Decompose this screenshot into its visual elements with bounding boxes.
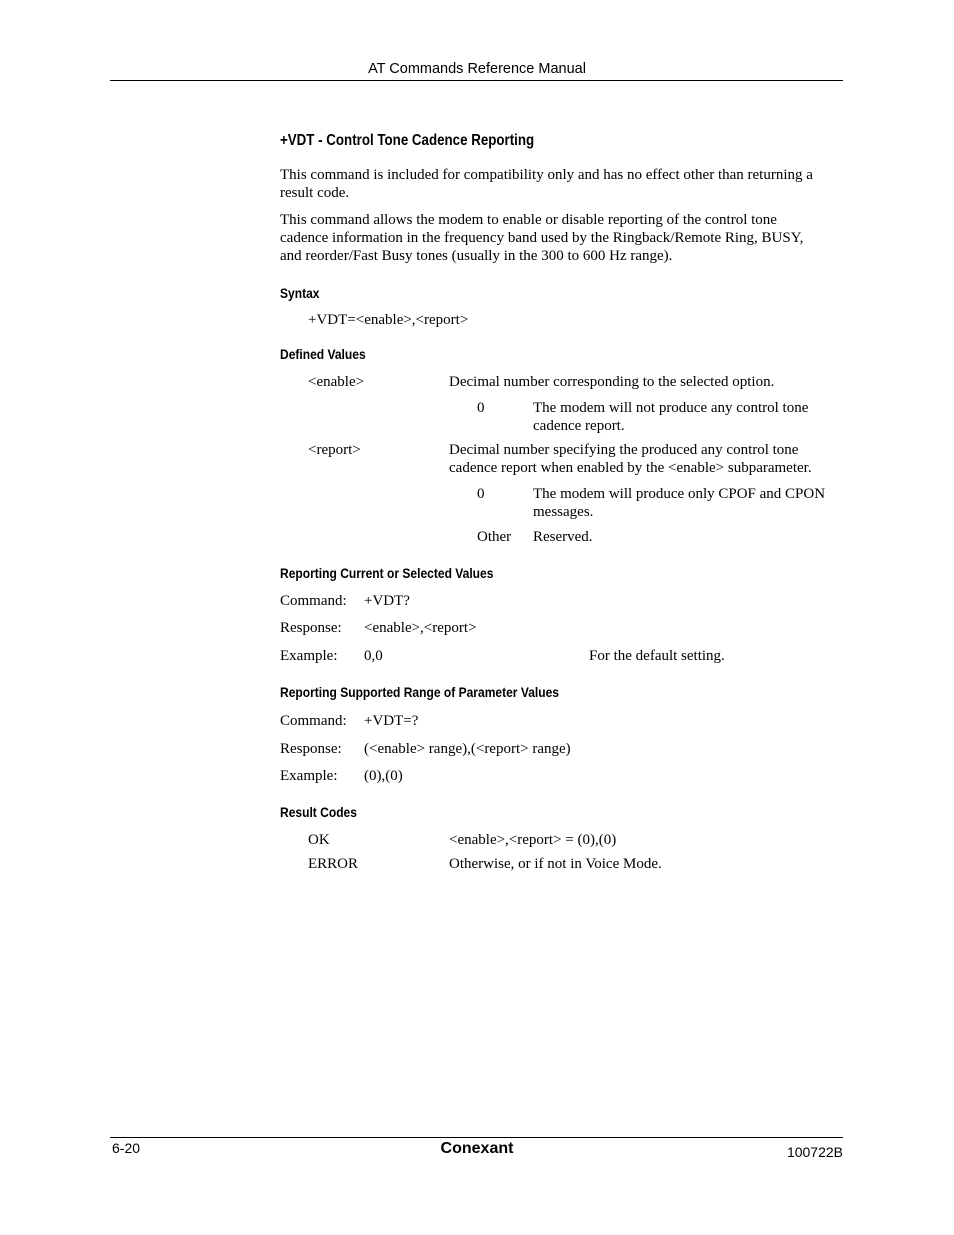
value-desc: cadence report.	[533, 418, 625, 434]
command-label: Command:	[280, 713, 347, 729]
example-label: Example:	[280, 648, 338, 664]
param-desc: cadence report when enabled by the <enable> subparameter.	[449, 460, 812, 476]
response-label: Response:	[280, 741, 342, 757]
intro-line: result code.	[280, 185, 350, 201]
page-number: 6-20	[112, 1140, 141, 1156]
value-code: 0	[477, 400, 485, 416]
param-name: <report>	[308, 442, 361, 458]
param-desc: Decimal number corresponding to the selected option.	[449, 374, 775, 390]
intro-line: This command allows the modem to enable or disable reporting of the control tone	[280, 212, 777, 228]
result-codes-heading: Result Codes	[280, 804, 357, 820]
result-desc: Otherwise, or if not in Voice Mode.	[449, 856, 662, 872]
footer-rule	[110, 1137, 843, 1138]
value-code: 0	[477, 486, 485, 502]
syntax-text: +VDT=<enable>,<report>	[308, 312, 469, 328]
value-code: Other	[477, 529, 512, 545]
running-header: AT Commands Reference Manual	[368, 61, 586, 77]
value-desc: The modem will not produce any control tone	[533, 400, 809, 416]
command-text: +VDT?	[364, 593, 410, 609]
range-heading: Reporting Supported Range of Parameter Values	[280, 684, 559, 700]
example-text: (0),(0)	[364, 768, 403, 784]
example-text: 0,0	[364, 648, 383, 664]
command-label: Command:	[280, 593, 347, 609]
document-number: 100722B	[786, 1144, 843, 1160]
response-text: <enable>,<report>	[364, 620, 477, 636]
response-label: Response:	[280, 620, 342, 636]
intro-line: and reorder/Fast Busy tones (usually in the 300 to 600 Hz range).	[280, 248, 673, 264]
result-desc: <enable>,<report> = (0),(0)	[449, 832, 617, 848]
result-code: OK	[308, 832, 330, 848]
section-title: +VDT - Control Tone Cadence Reporting	[280, 132, 535, 149]
intro-line: cadence information in the frequency band used by the Ringback/Remote Ring, BUSY,	[280, 230, 804, 246]
value-desc: messages.	[533, 504, 594, 520]
result-code: ERROR	[308, 856, 359, 872]
response-text: (<enable> range),(<report> range)	[364, 741, 571, 757]
param-name: <enable>	[308, 374, 365, 390]
current-values-heading: Reporting Current or Selected Values	[280, 565, 494, 581]
value-desc: The modem will produce only CPOF and CPON	[533, 486, 826, 502]
param-desc: Decimal number specifying the produced any control tone	[449, 442, 799, 458]
example-note: For the default setting.	[589, 648, 725, 664]
syntax-heading: Syntax	[280, 285, 320, 301]
defined-values-heading: Defined Values	[280, 346, 366, 362]
intro-line: This command is included for compatibility only and has no effect other than returning a	[280, 167, 813, 183]
header-rule	[110, 80, 843, 81]
company-name: Conexant	[440, 1140, 514, 1157]
command-text: +VDT=?	[364, 713, 419, 729]
example-label: Example:	[280, 768, 338, 784]
value-desc: Reserved.	[533, 529, 593, 545]
